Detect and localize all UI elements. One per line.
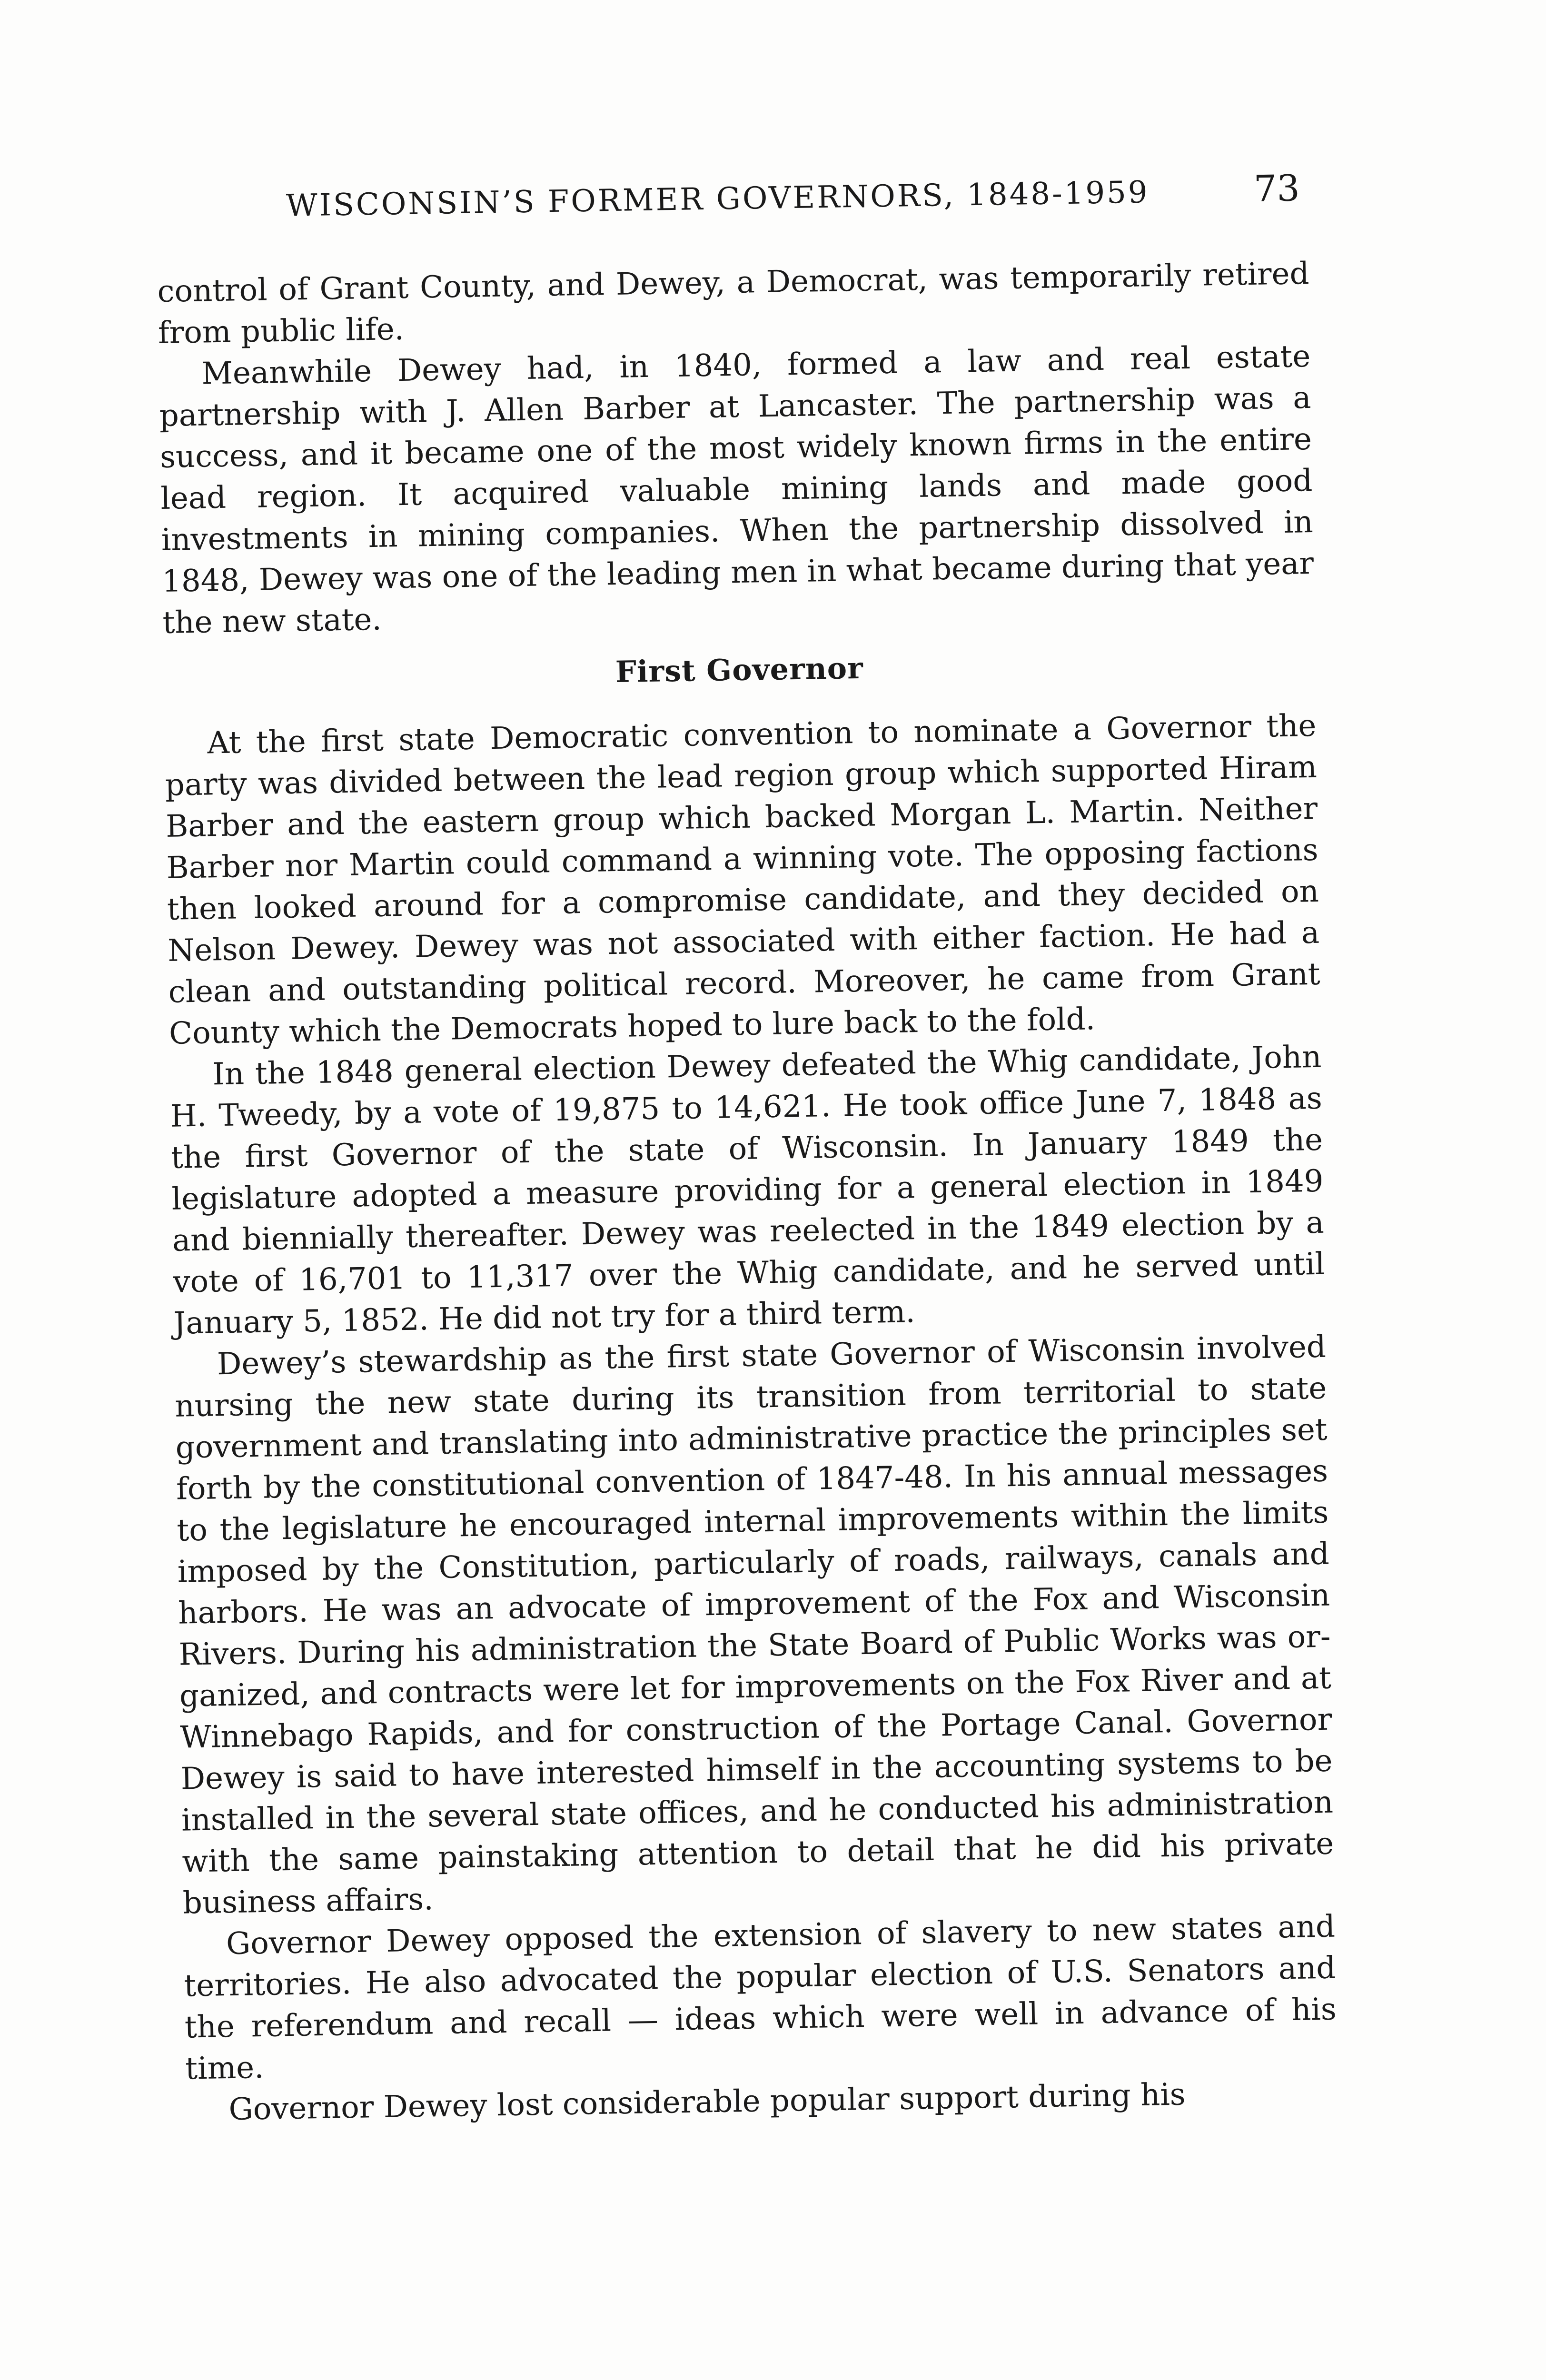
section-heading: First Governor — [615, 650, 864, 689]
paragraph-2: Meanwhile Dewey had, in 1840, formed a law and real estate partnership with J. Allen Barber at Lancaster. The partnership was a success, and it became one of the most widely known firms in the entire lead region. It acquired valuable mining lands and made good investments in mining companies. When the partnership dissolved in 1848, Dewey was one of the leading men in what became during that year the new state. — [159, 338, 1314, 641]
page-number: 73 — [1253, 167, 1300, 210]
paragraph-4: In the 1848 general election Dewey defeated the Whig candidate, John H. Tweedy, by a vote of 19,875 to 14,621. He took office June 7, 1848 as the first Governor of the state of Wisconsin. In January 1849 the legislature adopted a measure providing for a general election in 1849 and biennially thereafter. Dewey was reelected in the 1849 election by a vote of 16,701 to 11,317 over the Whig candidate, and he served until January 5, 1852. He did not try for a third term. — [170, 1039, 1325, 1341]
page-header — [157, 158, 1300, 233]
paragraph-3: At the first state Democratic convention to nominate a Governor the party was divided between the lead region group which supported Hiram Barber and the eastern group which backed Morgan L. Martin. Neither Barber nor Martin could command a winning vote. The opposing factions then looked around for a compromise candidate, and they decided on Nelson Dewey. Dewey was not associated with either faction. He had a clean and outstanding political record. Moreover, he came from Grant County which the Democrats hoped to lure back to the fold. — [165, 708, 1321, 1051]
paragraph-1: control of Grant County, and Dewey, a Democrat, was temporarily retired from public life. — [157, 256, 1309, 351]
body-text — [157, 253, 1338, 2132]
paragraph-6: Governor Dewey opposed the extension of slavery to new states and territories. He also advocated the popular election of U.S. Senators and the referendum and recall — ideas which were well in advance of his time. — [184, 1909, 1337, 2087]
paragraph-5: Dewey’s stewardship as the first state Governor of Wisconsin involved nursing the new state during its transition from territorial to state government and translating into administrative practice the principles set forth by the constitutional convention of 1847-48. In his annual messages to the legislature he encouraged internal improvements within the limits imposed by the Constitution, particularly of roads, railways, canals and harbors. He was an advocate of improvement of the Fox and Wisconsin Rivers. During his administration the State Board of Public Works was organized, and contracts were let for improvements on the Fox River and at Winnebago Rapids, and for construction of the Portage Canal. Governor Dewey is said to have interested himself in the accounting systems to be installed in the several state offices, and he conducted his administration with the same painstaking attention to detail that he did his private business affairs. — [174, 1329, 1334, 1921]
paragraph-7: Governor Dewey lost considerable popular support during his — [228, 2077, 1186, 2128]
running-head: WISCONSIN’S FORMER GOVERNORS, 1848-1959 — [286, 175, 1150, 224]
